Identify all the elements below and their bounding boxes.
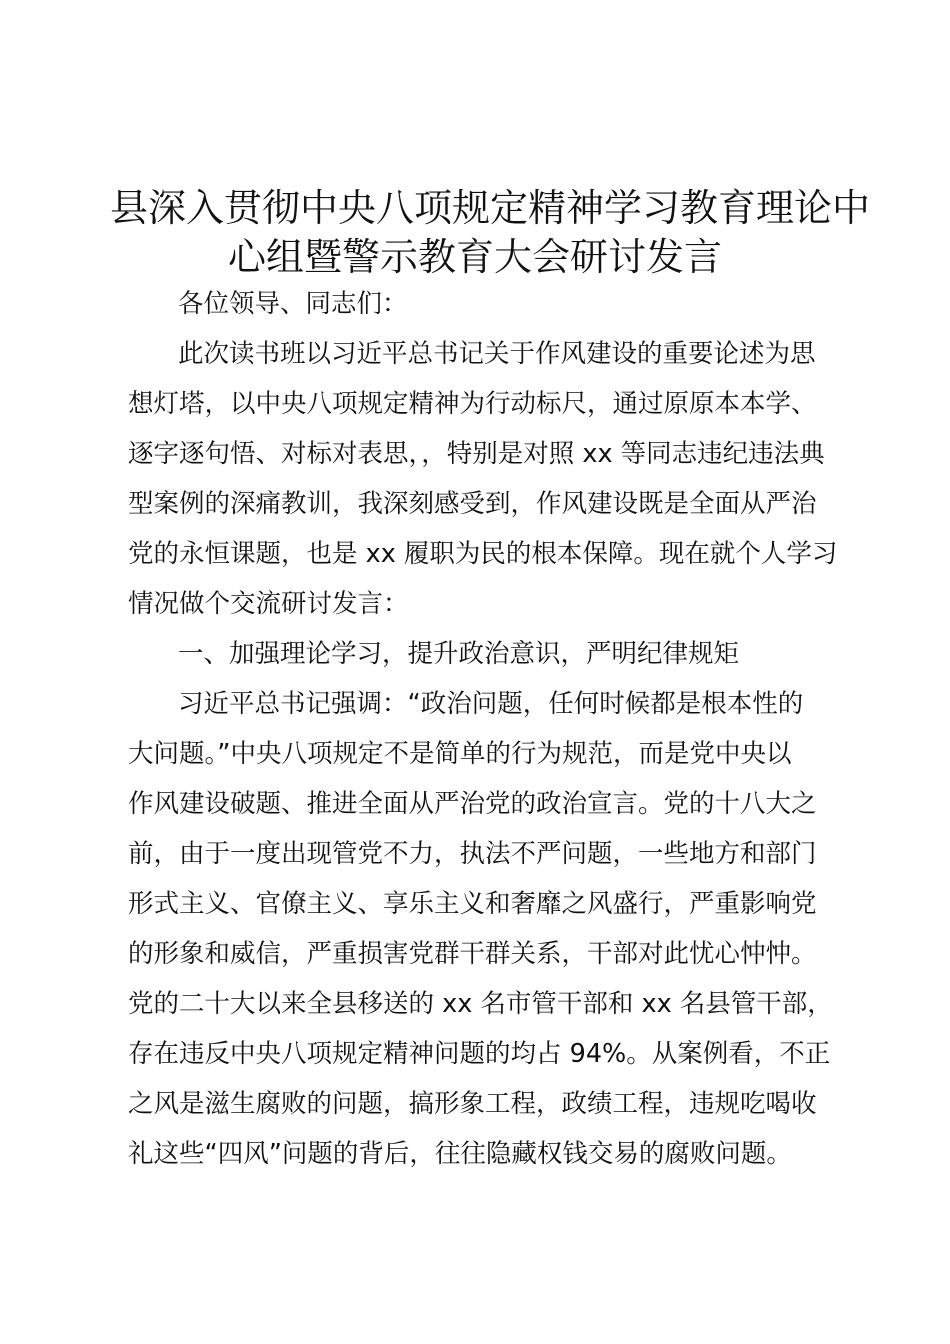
paragraph-line: 之风是滋生腐败的问题，搞形象工程，政绩工程，违规吃喝收 bbox=[128, 1089, 817, 1119]
salutation: 各位领导、同志们： bbox=[178, 289, 408, 319]
paragraph-line: 情况做个交流研讨发言： bbox=[128, 589, 409, 619]
paragraph-line: 型案例的深痛教训，我深刻感受到，作风建设既是全面从严治 bbox=[128, 489, 817, 519]
paragraph-line: 习近平总书记强调：“政治问题，任何时候都是根本性的 bbox=[178, 689, 804, 719]
paragraph-line: 党的永恒课题，也是 xx 履职为民的根本保障。现在就个人学习 bbox=[128, 539, 838, 569]
paragraph-line: 存在违反中央八项规定精神问题的均占 94%。从案例看，不正 bbox=[128, 1039, 831, 1069]
paragraph-line: 党的二十大以来全县移送的 xx 名市管干部和 xx 名县管干部， bbox=[128, 989, 833, 1019]
paragraph-line: 逐字逐句悟、对标对表思，，特别是对照 xx 等同志违纪违法典 bbox=[128, 439, 825, 469]
paragraph-line: 礼这些“四风”问题的背后，往往隐藏权钱交易的腐败问题。 bbox=[128, 1139, 792, 1169]
paragraph-line: 此次读书班以习近平总书记关于作风建设的重要论述为思 bbox=[178, 339, 816, 369]
document-title-line-1: 县深入贯彻中央八项规定精神学习教育理论中 bbox=[110, 186, 871, 230]
paragraph-line: 的形象和威信，严重损害党群干群关系，干部对此忧心忡忡。 bbox=[128, 939, 817, 969]
paragraph-line: 作风建设破题、推进全面从严治党的政治宣言。党的十八大之 bbox=[128, 789, 817, 819]
paragraph-line: 形式主义、官僚主义、享乐主义和奢靡之风盛行，严重影响党 bbox=[128, 889, 817, 919]
section-heading: 一、加强理论学习，提升政治意识，严明纪律规矩 bbox=[178, 639, 740, 669]
document-title-line-2: 心组暨警示教育大会研讨发言 bbox=[227, 235, 722, 279]
paragraph-line: 前，由于一度出现管党不力，执法不严问题，一些地方和部门 bbox=[128, 839, 817, 869]
paragraph-line: 想灯塔，以中央八项规定精神为行动标尺，通过原原本本学、 bbox=[128, 389, 817, 419]
paragraph-line: 大问题。”中央八项规定不是简单的行为规范，而是党中央以 bbox=[128, 739, 792, 769]
